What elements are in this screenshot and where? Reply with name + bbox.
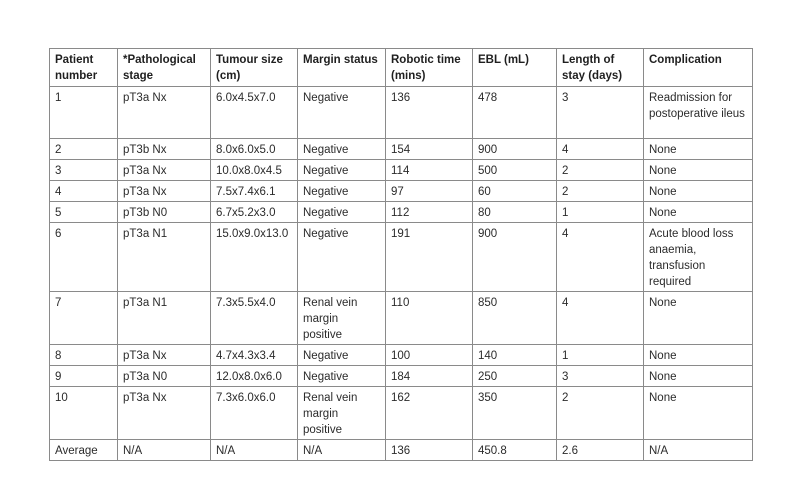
table-cell: 2 (557, 181, 644, 202)
table-cell: 6.0x4.5x7.0 (211, 87, 298, 139)
table-cell: 1 (557, 345, 644, 366)
average-row (50, 440, 753, 461)
table-row (50, 345, 753, 366)
table-cell: Negative (298, 160, 386, 181)
table-cell: 4 (50, 181, 118, 202)
table-cell: None (644, 181, 753, 202)
table-cell: 97 (386, 181, 473, 202)
table-cell: 7.5x7.4x6.1 (211, 181, 298, 202)
header-row (50, 49, 753, 87)
table-cell: 2 (557, 160, 644, 181)
table-cell: pT3a Nx (118, 87, 211, 139)
table-row (50, 202, 753, 223)
table-cell: 184 (386, 366, 473, 387)
table-cell: 4.7x4.3x3.4 (211, 345, 298, 366)
table-cell: N/A (118, 440, 211, 461)
table-cell: Negative (298, 202, 386, 223)
table-row (50, 87, 753, 139)
header-cell: Length of stay (days) (557, 49, 644, 87)
table-cell: Negative (298, 139, 386, 160)
header-cell: EBL (mL) (473, 49, 557, 87)
table-cell: 191 (386, 223, 473, 292)
table-cell: 500 (473, 160, 557, 181)
table-row (50, 387, 753, 440)
table-cell: 2.6 (557, 440, 644, 461)
table-cell: 8 (50, 345, 118, 366)
table-cell: 136 (386, 87, 473, 139)
table-cell: 140 (473, 345, 557, 366)
table-cell: 112 (386, 202, 473, 223)
table-cell: 4 (557, 223, 644, 292)
table-cell: pT3a N1 (118, 292, 211, 345)
table-cell: None (644, 366, 753, 387)
table-cell: N/A (298, 440, 386, 461)
table-cell: 3 (557, 366, 644, 387)
table-cell: pT3a Nx (118, 387, 211, 440)
table-cell: pT3a N0 (118, 366, 211, 387)
table-cell: 15.0x9.0x13.0 (211, 223, 298, 292)
table-cell: 10 (50, 387, 118, 440)
table-cell: 4 (557, 292, 644, 345)
table-cell: Renal vein margin positive (298, 292, 386, 345)
table-cell: pT3b Nx (118, 139, 211, 160)
table-cell: 6.7x5.2x3.0 (211, 202, 298, 223)
table-cell: 4 (557, 139, 644, 160)
table-cell: 900 (473, 139, 557, 160)
table-cell: 7.3x6.0x6.0 (211, 387, 298, 440)
table-cell: None (644, 292, 753, 345)
table-cell: Negative (298, 366, 386, 387)
table-cell: pT3a N1 (118, 223, 211, 292)
table-cell: 80 (473, 202, 557, 223)
table-cell: 8.0x6.0x5.0 (211, 139, 298, 160)
header-cell: Margin status (298, 49, 386, 87)
table-cell: 7 (50, 292, 118, 345)
table-row (50, 160, 753, 181)
table-cell: 110 (386, 292, 473, 345)
table-cell: 9 (50, 366, 118, 387)
table-cell: 162 (386, 387, 473, 440)
table-cell: pT3a Nx (118, 160, 211, 181)
table-cell: Negative (298, 87, 386, 139)
table-cell: N/A (211, 440, 298, 461)
header-cell: Complication (644, 49, 753, 87)
table-cell: 7.3x5.5x4.0 (211, 292, 298, 345)
table-cell: pT3a Nx (118, 345, 211, 366)
table-cell: 850 (473, 292, 557, 345)
table-row (50, 292, 753, 345)
table-cell: None (644, 202, 753, 223)
table-cell: 154 (386, 139, 473, 160)
table-cell: 5 (50, 202, 118, 223)
table-cell: Negative (298, 345, 386, 366)
table-cell: 114 (386, 160, 473, 181)
table-cell: 900 (473, 223, 557, 292)
table-cell: 60 (473, 181, 557, 202)
table-cell: 6 (50, 223, 118, 292)
table-cell: Average (50, 440, 118, 461)
table-cell: pT3a Nx (118, 181, 211, 202)
table-cell: 250 (473, 366, 557, 387)
table-cell: 478 (473, 87, 557, 139)
table-cell: Negative (298, 223, 386, 292)
table-cell: 2 (50, 139, 118, 160)
table-cell: 450.8 (473, 440, 557, 461)
table-cell: N/A (644, 440, 753, 461)
table-cell: None (644, 139, 753, 160)
table-cell: 1 (50, 87, 118, 139)
table-row (50, 223, 753, 292)
table-cell: pT3b N0 (118, 202, 211, 223)
table-cell: None (644, 387, 753, 440)
header-cell: *Pathological stage (118, 49, 211, 87)
table-row (50, 139, 753, 160)
table-cell: 10.0x8.0x4.5 (211, 160, 298, 181)
patient-outcomes-table (49, 48, 753, 461)
table-row (50, 181, 753, 202)
table-cell: 350 (473, 387, 557, 440)
table-cell: 1 (557, 202, 644, 223)
table-cell: Acute blood loss anaemia, transfusion required (644, 223, 753, 292)
table-cell: None (644, 160, 753, 181)
table-cell: Renal vein margin positive (298, 387, 386, 440)
table-row (50, 366, 753, 387)
table-cell: None (644, 345, 753, 366)
table-cell: 3 (557, 87, 644, 139)
table-cell: 3 (50, 160, 118, 181)
table-cell: 100 (386, 345, 473, 366)
table-cell: 2 (557, 387, 644, 440)
header-cell: Patient number (50, 49, 118, 87)
table-cell: 12.0x8.0x6.0 (211, 366, 298, 387)
header-cell: Robotic time (mins) (386, 49, 473, 87)
table-cell: 136 (386, 440, 473, 461)
table-cell: Negative (298, 181, 386, 202)
header-cell: Tumour size (cm) (211, 49, 298, 87)
table-cell: Readmission for postoperative ileus (644, 87, 753, 139)
